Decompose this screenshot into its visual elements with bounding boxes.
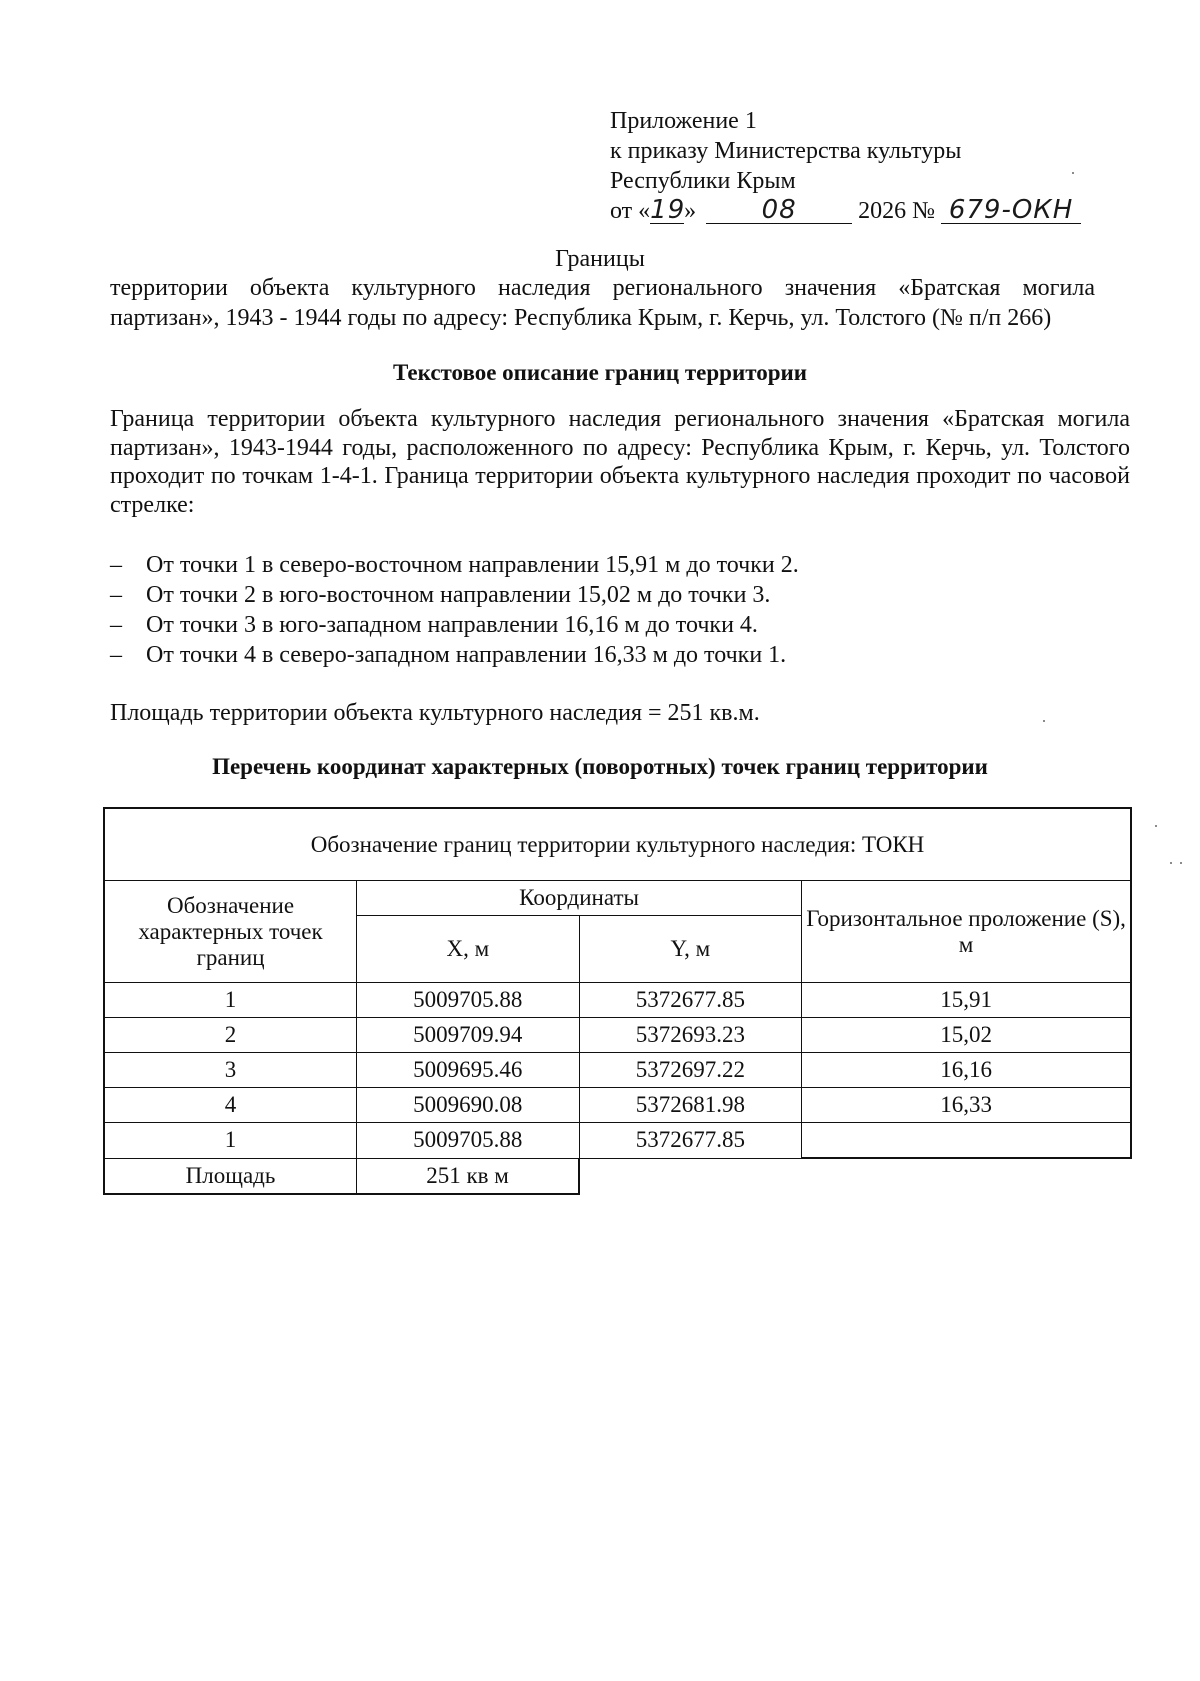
table-row: 2 5009709.94 5372693.23 15,02	[104, 1018, 1131, 1053]
bullet-dash: –	[110, 582, 122, 608]
section-heading-coordinates: Перечень координат характерных (поворотных) точек границ территории	[212, 754, 988, 779]
appendix-order-ref: к приказу Министерства культуры	[610, 138, 962, 164]
appendix-header	[610, 106, 1130, 226]
date-day-close: »	[684, 198, 697, 224]
header-points: Обозначение характерных точек границ	[104, 881, 357, 983]
section-heading-description: Текстовое описание границ территории	[392, 360, 808, 385]
bullet-dash: –	[110, 552, 122, 578]
scan-speck	[1043, 720, 1045, 722]
list-item: – От точки 4 в северо-западном направлении 16,33 м до точки 1.	[110, 642, 787, 668]
scan-speck	[1155, 825, 1157, 827]
list-item: – От точки 3 в юго-западном направлении 16,16 м до точки 4.	[110, 612, 758, 638]
appendix-title: Приложение 1	[610, 108, 757, 134]
area-label-cell: Площадь	[104, 1158, 357, 1194]
document-title: Границы	[555, 246, 645, 272]
appendix-date-line	[610, 196, 1130, 226]
coordinates-table	[103, 807, 1132, 1195]
order-number-handwritten: 679-ОКН	[941, 197, 1081, 224]
header-coordinates: Координаты	[357, 881, 802, 916]
date-prefix: от «	[610, 198, 651, 224]
date-month-handwritten: 08	[706, 197, 852, 224]
list-item: – От точки 2 в юго-восточном направлении 15,02 м до точки 3.	[110, 582, 771, 608]
area-value-cell: 251 кв м	[357, 1158, 580, 1194]
appendix-republic: Республики Крым	[610, 168, 796, 194]
scan-speck	[1180, 862, 1182, 864]
bullet-dash: –	[110, 642, 122, 668]
header-x: X, м	[357, 916, 580, 983]
table-row: 1 5009705.88 5372677.85 15,91	[104, 983, 1131, 1018]
table-row: 4 5009690.08 5372681.98 16,33	[104, 1088, 1131, 1123]
list-item: – От точки 1 в северо-восточном направлении 15,91 м до точки 2.	[110, 552, 799, 578]
header-horizontal-distance: Горизонтальное проложение (S), м	[802, 881, 1131, 983]
description-paragraph: Граница территории объекта культурного наследия регионального значения «Братская могила партизан», 1943-1944 годы, расположенного по адресу: Республика Крым, г. Керчь, ул. Толстого проходит по точкам 1-4-1. Граница территории объекта культурного наследия проходит по часовой стрелке:	[110, 406, 1130, 518]
table-area-row	[104, 1158, 1131, 1194]
table-row: 1 5009705.88 5372677.85	[104, 1123, 1131, 1159]
table-caption: Обозначение границ территории культурного наследия: ТОКН	[104, 808, 1131, 881]
scan-speck	[1170, 862, 1172, 864]
table-row: 3 5009695.46 5372697.22 16,16	[104, 1053, 1131, 1088]
header-y: Y, м	[579, 916, 802, 983]
boundary-steps-list	[110, 550, 1130, 670]
date-day-handwritten: 19	[650, 195, 686, 225]
area-statement: Площадь территории объекта культурного наследия = 251 кв.м.	[110, 700, 760, 726]
bullet-dash: –	[110, 612, 122, 638]
table-caption-row	[104, 808, 1131, 881]
scan-speck	[1072, 172, 1074, 174]
table-header-row	[104, 881, 1131, 916]
date-year-number-label: 2026 №	[858, 198, 936, 224]
document-subtitle: территории объекта культурного наследия регионального значения «Братская могила партизан», 1943 - 1944 годы по адресу: Республика Крым, г. Керчь, ул. Толстого (№ п/п 266)	[110, 275, 1095, 331]
